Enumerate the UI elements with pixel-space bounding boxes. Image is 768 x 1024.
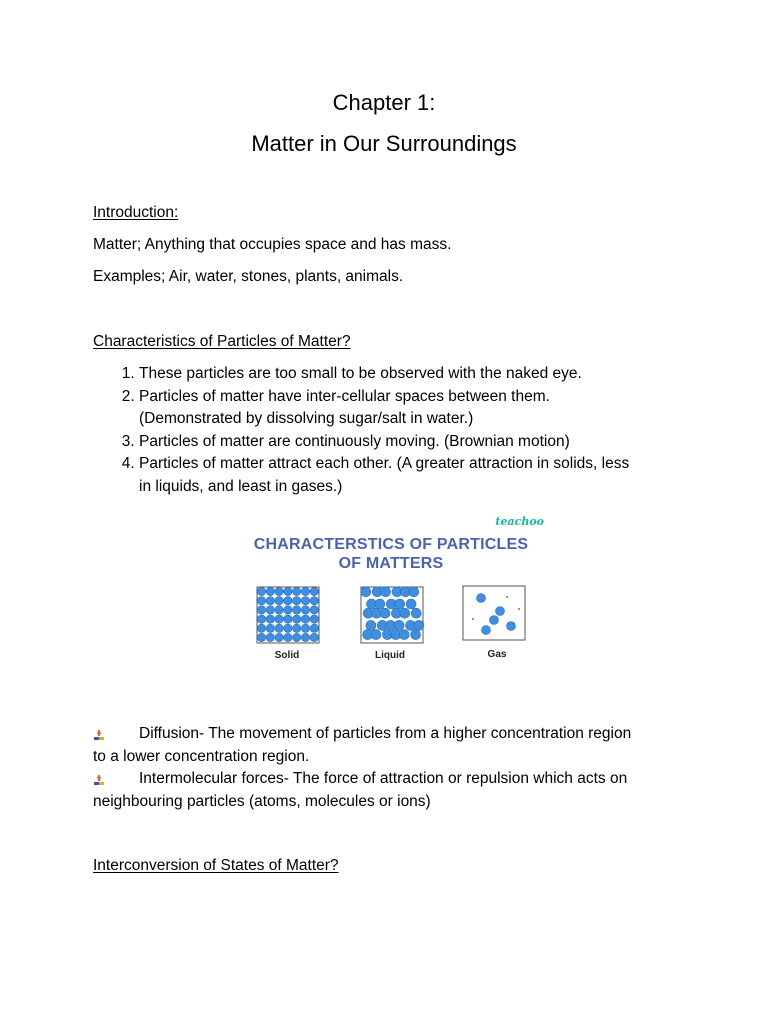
liquid-label: Liquid bbox=[375, 650, 405, 661]
particles-figure bbox=[232, 513, 550, 678]
liquid-particle bbox=[400, 608, 410, 618]
solid-particle bbox=[284, 624, 292, 632]
solid-particle bbox=[301, 597, 309, 605]
solid-particle bbox=[266, 597, 274, 605]
liquid-particle bbox=[381, 587, 391, 597]
liquid-particle bbox=[375, 599, 385, 609]
intermolecular-text-cont: neighbouring particles (atoms, molecules or ions) bbox=[93, 793, 431, 810]
gas-particle bbox=[477, 594, 486, 603]
list-item-text: Particles of matter have inter-cellular spaces between them. bbox=[139, 387, 550, 405]
matter-definition: Matter; Anything that occupies space and has mass. bbox=[93, 236, 452, 253]
solid-particle bbox=[275, 624, 283, 632]
solid-particle bbox=[266, 587, 274, 595]
solid-particle bbox=[310, 606, 318, 614]
liquid-particle bbox=[411, 608, 421, 618]
solid-particle bbox=[301, 587, 309, 595]
figure-title-line2: OF MATTERS bbox=[338, 555, 444, 572]
solid-particles-box bbox=[257, 587, 319, 643]
gas-particle bbox=[507, 622, 516, 631]
liquid-particle bbox=[366, 620, 376, 630]
list-item-text: These particles are too small to be observed with the naked eye. bbox=[139, 365, 582, 382]
solid-label: Solid bbox=[274, 650, 300, 661]
solid-particle bbox=[293, 633, 301, 641]
solid-particle bbox=[284, 606, 292, 614]
list-item-text: in liquids, and least in gases.) bbox=[139, 477, 343, 495]
list-item-text: Particles of matter attract each other. (A greater attraction in solids, less bbox=[139, 455, 630, 472]
solid-particle bbox=[301, 615, 309, 623]
liquid-particle bbox=[395, 599, 405, 609]
gas-label: Gas bbox=[487, 649, 507, 660]
liquid-particle bbox=[411, 630, 421, 640]
diffusion-text-cont: to a lower concentration region. bbox=[93, 748, 310, 765]
solid-particle bbox=[266, 633, 274, 641]
liquid-particle bbox=[394, 620, 404, 630]
arrow-bullet-icon bbox=[93, 729, 105, 741]
solid-particle bbox=[284, 587, 292, 595]
intermolecular-text: Intermolecular forces- The force of attraction or repulsion which acts on bbox=[139, 770, 628, 787]
characteristics-list bbox=[93, 363, 729, 498]
intro-heading: Introduction: bbox=[93, 204, 179, 221]
solid-particle bbox=[301, 606, 309, 614]
solid-particle bbox=[293, 597, 301, 605]
solid-particle bbox=[310, 633, 318, 641]
solid-particle bbox=[284, 597, 292, 605]
gas-motion-dot bbox=[518, 608, 520, 610]
solid-particle bbox=[310, 597, 318, 605]
solid-particle bbox=[275, 615, 283, 623]
gas-particle bbox=[490, 616, 499, 625]
solid-particle bbox=[301, 624, 309, 632]
characteristics-heading: Characteristics of Particles of Matter? bbox=[93, 333, 351, 350]
chapter-title: Matter in Our Surroundings bbox=[251, 131, 517, 156]
solid-particle bbox=[275, 597, 283, 605]
liquid-particle bbox=[361, 587, 371, 597]
solid-particle bbox=[275, 606, 283, 614]
figure-title-line1: CHARACTERSTICS OF PARTICLES bbox=[253, 536, 529, 553]
chapter-label: Chapter 1: bbox=[332, 90, 436, 115]
gas-particle bbox=[482, 626, 491, 635]
liquid-particle bbox=[414, 620, 424, 630]
solid-particle bbox=[257, 624, 265, 632]
solid-particle bbox=[257, 615, 265, 623]
solid-particle bbox=[257, 606, 265, 614]
liquid-particle bbox=[406, 599, 416, 609]
figure-brand-logo: teachoo bbox=[495, 515, 544, 528]
solid-particle bbox=[293, 624, 301, 632]
solid-particle bbox=[310, 624, 318, 632]
solid-particle bbox=[293, 615, 301, 623]
solid-particle bbox=[266, 606, 274, 614]
solid-particle bbox=[310, 615, 318, 623]
gas-motion-dot bbox=[506, 596, 508, 598]
solid-particle bbox=[275, 633, 283, 641]
solid-particle bbox=[293, 587, 301, 595]
liquid-particle bbox=[380, 608, 390, 618]
matter-examples: Examples; Air, water, stones, plants, animals. bbox=[93, 268, 404, 285]
liquid-particle bbox=[409, 587, 419, 597]
solid-particle bbox=[284, 615, 292, 623]
liquid-particle bbox=[371, 630, 381, 640]
solid-particle bbox=[293, 606, 301, 614]
solid-particle bbox=[257, 597, 265, 605]
solid-particle bbox=[257, 587, 265, 595]
solid-particle bbox=[275, 587, 283, 595]
gas-particles-box bbox=[463, 586, 525, 640]
solid-particle bbox=[310, 587, 318, 595]
solid-particle bbox=[301, 633, 309, 641]
solid-particle bbox=[257, 633, 265, 641]
gas-motion-dot bbox=[472, 618, 474, 620]
solid-particle bbox=[284, 633, 292, 641]
list-item bbox=[139, 386, 729, 431]
list-item bbox=[139, 431, 729, 454]
interconversion-heading: Interconversion of States of Matter? bbox=[93, 857, 339, 874]
list-item-text: (Demonstrated by dissolving sugar/salt in water.) bbox=[139, 410, 474, 427]
liquid-particles-box bbox=[361, 587, 424, 643]
solid-particle bbox=[266, 615, 274, 623]
gas-particle bbox=[496, 607, 505, 616]
arrow-bullet-icon bbox=[93, 774, 105, 786]
list-item bbox=[139, 453, 729, 498]
diffusion-text: Diffusion- The movement of particles from a higher concentration region bbox=[139, 725, 632, 742]
solid-particle bbox=[266, 624, 274, 632]
liquid-particle bbox=[399, 630, 409, 640]
list-item-text: Particles of matter are continuously moving. (Brownian motion) bbox=[139, 432, 570, 450]
list-item bbox=[139, 363, 729, 386]
